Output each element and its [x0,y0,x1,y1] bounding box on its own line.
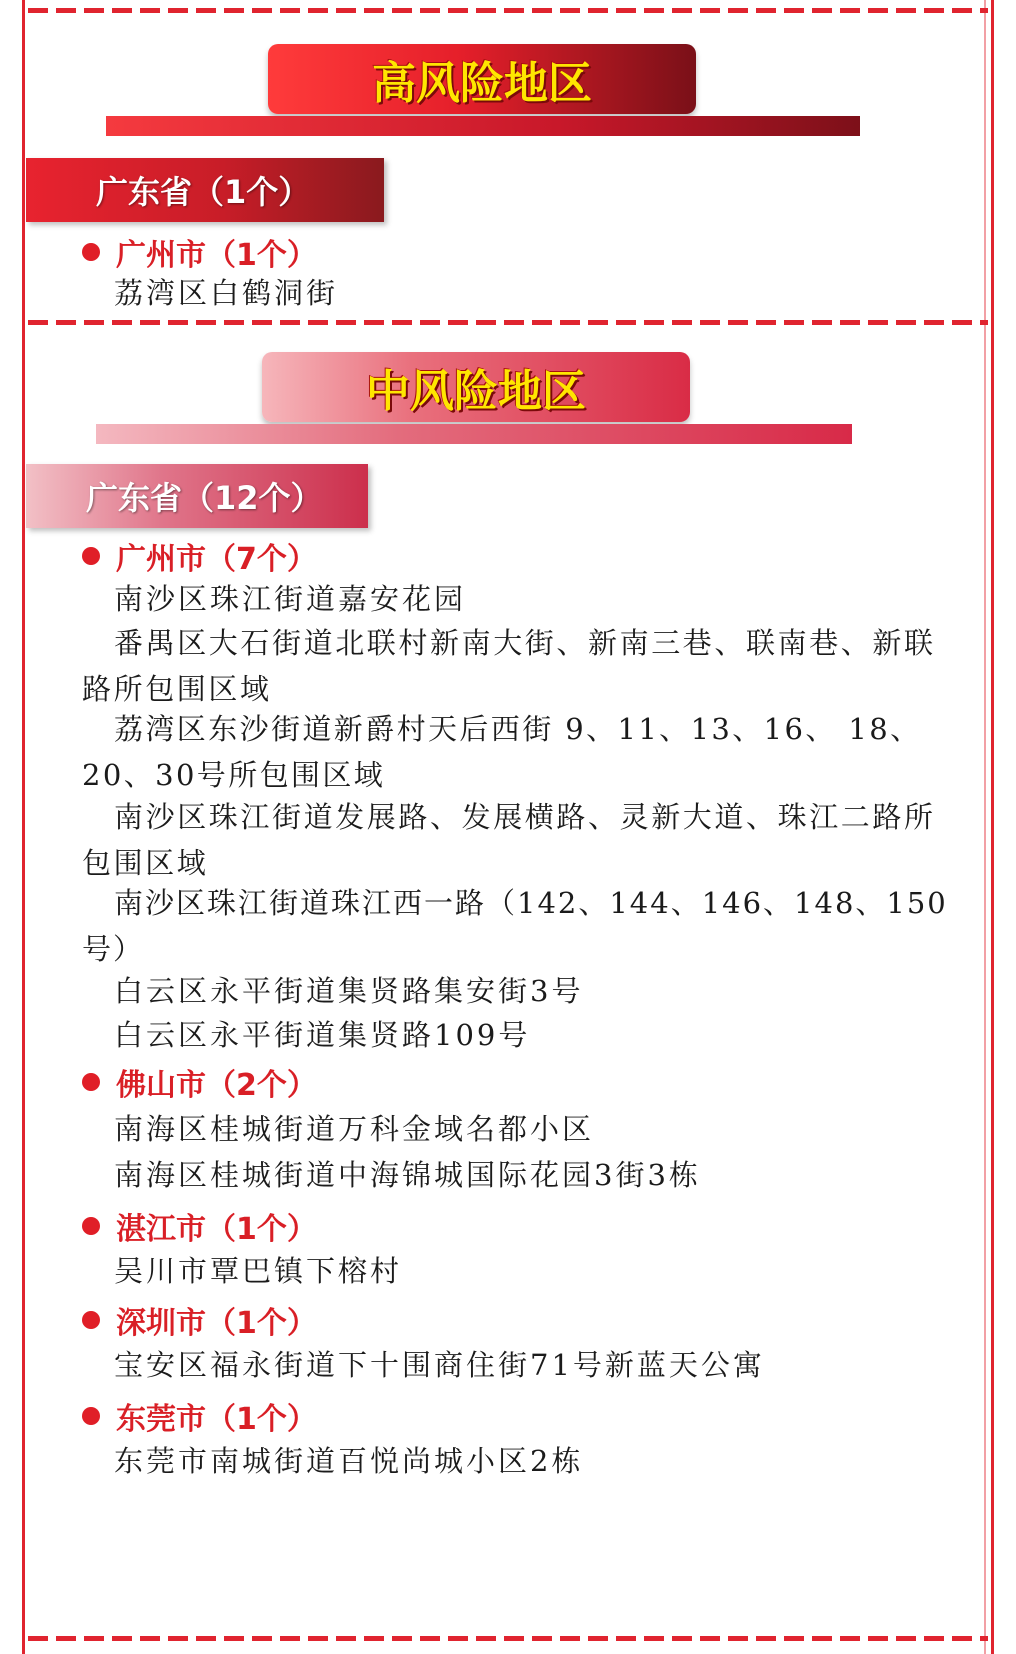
high-city-guangzhou [82,230,317,274]
bullet-dot-icon [82,1073,100,1091]
area-line: 东莞市南城街道百悦尚城小区2栋 [114,1444,584,1478]
frame-right-inner-border [984,0,986,1654]
area-line: 南沙区珠江街道珠江西一路（142、144、146、148、150号） [82,886,948,966]
area-line: 南沙区珠江街道嘉安花园 [114,582,467,616]
area-line: 吴川市覃巴镇下榕村 [114,1254,403,1288]
area-line: 荔湾区东沙街道新爵村天后西街 9、11、13、16、 18、20、30号所包围区域 [82,712,922,792]
high-province-tag: 广东省（1个） [26,158,384,222]
high-risk-banner: 高风险地区 [268,44,696,114]
mid-city-foshan [82,1060,317,1104]
mid-city-zhanjiang [82,1204,317,1248]
dashed-divider-top [28,8,988,13]
city-label: 深圳市（1个） [116,1306,317,1341]
area-line: 白云区永平街道集贤路集安街3号 [114,974,584,1008]
bullet-dot-icon [82,1311,100,1329]
bullet-dot-icon [82,243,100,261]
city-label: 东莞市（1个） [116,1402,317,1437]
bullet-dot-icon [82,1407,100,1425]
city-label: 佛山市（2个） [116,1068,317,1103]
city-label: 湛江市（1个） [116,1212,317,1247]
area-line: 南海区桂城街道中海锦城国际花园3街3栋 [114,1158,701,1192]
area-line: 宝安区福永街道下十围商住街71号新蓝天公寓 [114,1348,765,1382]
city-label: 广州市（7个） [116,542,317,577]
area-line: 白云区永平街道集贤路109号 [114,1018,531,1052]
mid-province-tag: 广东省（12个） [26,464,368,528]
dashed-divider-bottom [28,1636,988,1641]
area-line: 南沙区珠江街道发展路、发展横路、灵新大道、珠江二路所包围区域 [82,800,936,880]
mid-city-guangzhou [82,534,317,578]
frame-left-border [22,0,25,1654]
mid-risk-bar [96,424,852,444]
dashed-divider-middle [28,320,988,325]
bullet-dot-icon [82,547,100,565]
bullet-dot-icon [82,1217,100,1235]
city-label: 广州市（1个） [116,238,317,273]
area-line: 南海区桂城街道万科金域名都小区 [114,1112,595,1146]
high-risk-bar [106,116,860,136]
frame-right-border [991,0,994,1654]
mid-city-dongguan [82,1394,317,1438]
area-line: 荔湾区白鹤洞街 [114,276,339,310]
mid-risk-banner: 中风险地区 [262,352,690,422]
mid-city-shenzhen [82,1298,317,1342]
area-line: 番禺区大石街道北联村新南大街、新南三巷、联南巷、新联路所包围区域 [82,626,936,706]
